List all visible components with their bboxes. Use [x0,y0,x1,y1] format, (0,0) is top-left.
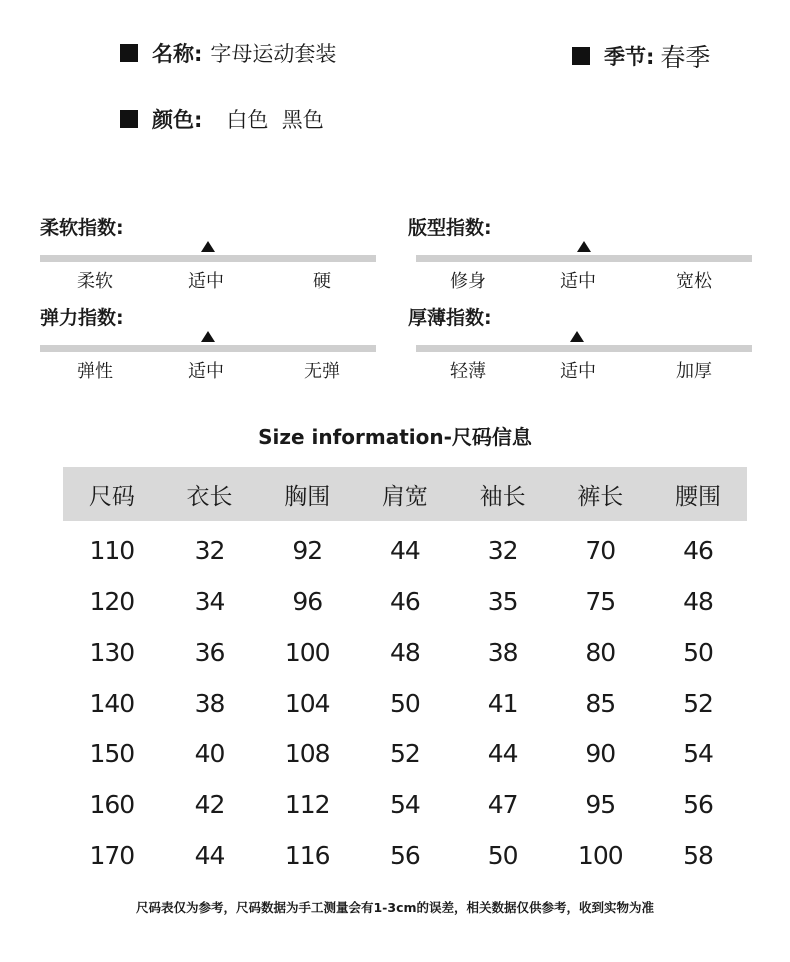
size-table-header [63,467,747,521]
cell-sleeve: 41 [487,689,518,718]
cell-size: 160 [89,789,135,819]
fit-label-high: 宽松 [676,271,712,292]
cell-length: 42 [194,789,225,819]
cell-size: 130 [89,638,135,667]
info-season [572,38,710,74]
thickness-label-low: 轻薄 [450,361,486,382]
table-row [63,830,747,881]
fit-label-low: 修身 [450,271,486,292]
cell-pants-length: 95 [585,789,616,819]
cell-size: 150 [89,738,135,768]
fit-bar [416,255,752,262]
header-cell-size: 尺码 [88,483,135,510]
cell-pants-length: 70 [585,536,616,565]
thickness-marker-icon [570,331,584,342]
thickness-bar [416,345,752,352]
cell-chest: 108 [284,738,330,768]
softness-title: 柔软指数: [40,217,124,239]
cell-waist: 58 [683,841,713,870]
cell-waist: 56 [683,789,713,819]
info-color-value: 白色 黑色 [226,108,324,132]
cell-shoulder: 46 [390,586,420,616]
cell-chest: 116 [284,841,330,870]
cell-chest: 104 [284,689,330,718]
cell-chest: 112 [284,789,330,819]
elasticity-label-low: 弹性 [77,361,113,382]
cell-length: 38 [194,689,225,718]
fit-label-mid: 适中 [560,271,596,292]
info-color [120,104,324,134]
cell-chest: 96 [292,586,323,616]
cell-length: 40 [194,738,225,768]
fit-marker-icon [577,241,591,252]
cell-waist: 48 [683,586,713,616]
cell-sleeve: 44 [487,738,518,768]
cell-waist: 50 [683,638,713,667]
square-bullet-icon [120,44,138,62]
size-table [63,467,747,881]
cell-chest: 92 [292,536,323,565]
softness-label-mid: 适中 [188,271,224,292]
cell-shoulder: 50 [390,689,420,718]
elasticity-marker-icon [201,331,215,342]
square-bullet-icon [120,110,138,128]
table-row [63,679,747,728]
cell-waist: 52 [683,689,713,718]
header-cell-length: 衣长 [186,483,233,510]
info-season-key: 季节: [604,45,655,69]
header-cell-pants-length: 裤长 [577,483,624,510]
cell-pants-length: 80 [585,638,616,667]
table-row [63,576,747,626]
softness-label-low: 柔软 [77,271,113,292]
header-cell-chest: 胸围 [284,483,331,510]
info-name [120,38,336,68]
cell-sleeve: 47 [487,789,518,819]
cell-sleeve: 32 [487,536,518,565]
elasticity-label-mid: 适中 [188,361,224,382]
size-heading: Size information-尺码信息 [258,425,532,449]
cell-length: 36 [194,638,225,667]
cell-chest: 100 [284,638,330,667]
cell-pants-length: 90 [585,738,616,768]
cell-sleeve: 38 [487,638,518,667]
info-name-value: 字母运动套装 [210,42,337,66]
cell-length: 44 [194,841,225,870]
cell-shoulder: 44 [390,536,420,565]
thickness-title: 厚薄指数: [408,307,492,329]
info-color-key: 颜色: [152,108,203,132]
thickness-label-high: 加厚 [676,361,712,382]
softness-marker-icon [201,241,215,252]
footnote: 尺码表仅为参考，尺码数据为手工测量会有1-3cm的误差，相关数据仅供参考，收到实物为准 [135,900,655,915]
cell-shoulder: 48 [390,638,420,667]
square-bullet-icon [572,47,590,65]
size-table-body [63,521,747,881]
cell-size: 140 [89,689,135,718]
cell-length: 32 [194,536,225,565]
cell-shoulder: 54 [390,789,420,819]
table-row [63,728,747,778]
cell-pants-length: 75 [585,586,616,616]
cell-sleeve: 50 [487,841,518,870]
elasticity-bar [40,345,376,352]
elasticity-label-high: 无弹 [304,361,340,382]
cell-length: 34 [194,586,225,616]
info-name-key: 名称: [152,42,203,66]
cell-shoulder: 52 [390,738,420,768]
cell-pants-length: 85 [585,689,616,718]
cell-waist: 46 [683,536,713,565]
cell-waist: 54 [683,738,713,768]
elasticity-title: 弹力指数: [40,307,124,329]
info-season-value: 春季 [660,43,711,72]
cell-sleeve: 35 [487,586,518,616]
softness-label-high: 硬 [313,271,331,292]
cell-size: 170 [89,841,135,870]
cell-shoulder: 56 [390,841,420,870]
cell-size: 120 [89,586,135,616]
header-cell-sleeve: 袖长 [479,483,526,510]
table-row [63,778,747,830]
softness-bar [40,255,376,262]
header-cell-shoulder: 肩宽 [381,483,428,510]
thickness-label-mid: 适中 [560,361,596,382]
fit-title: 版型指数: [408,217,492,239]
table-row [63,525,747,576]
cell-pants-length: 100 [577,841,623,870]
header-cell-waist: 腰围 [674,483,721,510]
table-row [63,626,747,679]
cell-size: 110 [89,536,135,565]
